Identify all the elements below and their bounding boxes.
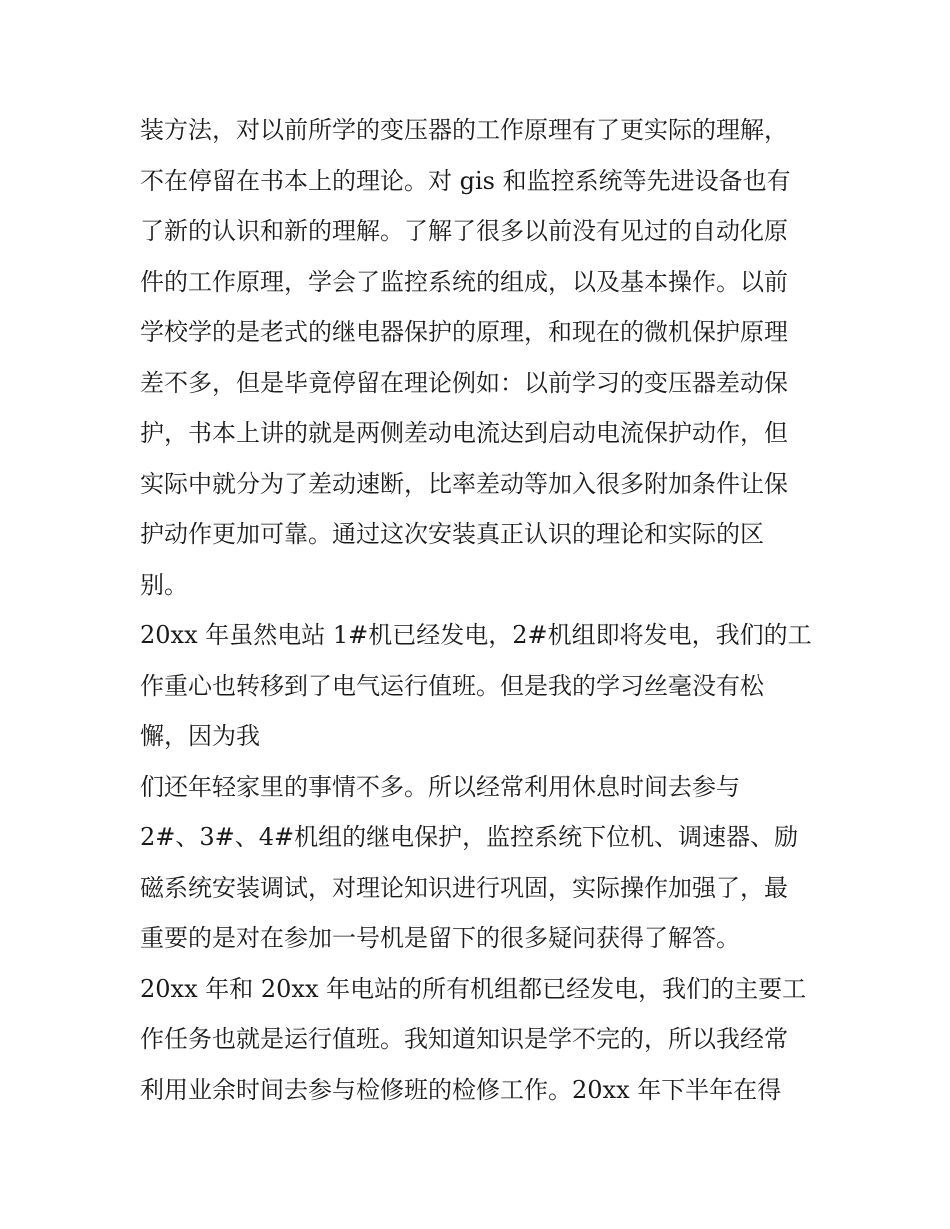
text-line: 磁系统安装调试，对理论知识进行巩固，实际操作加强了，最: [140, 873, 788, 902]
text-line: 了新的认识和新的理解。了解了很多以前没有见过的自动化原: [140, 217, 788, 245]
text-line: 利用业余时间去参与检修班的检修工作。20xx 年下半年在得: [140, 1075, 782, 1104]
text-line: 不在停留在书本上的理论。对 gis 和监控系统等先进设备也有: [140, 166, 791, 195]
text-line: 2#、3#、4#机组的继电保护，监控系统下位机、调速器、励: [140, 823, 799, 851]
text-line: 学校学的是老式的继电器保护的原理，和现在的微机保护原理: [140, 318, 788, 346]
text-line: 懈，因为我: [140, 722, 260, 750]
text-line: 20xx 年和 20xx 年电站的所有机组都已经发电，我们的主要工: [140, 974, 807, 1003]
text-line: 重要的是对在参加一号机是留下的很多疑问获得了解答。: [140, 924, 740, 952]
text-line: 作重心也转移到了电气运行值班。但是我的学习丝毫没有松: [140, 671, 764, 700]
text-line: 护，书本上讲的就是两侧差动电流达到启动电流保护动作，但: [140, 419, 788, 447]
text-line: 装方法，对以前所学的变压器的工作原理有了更实际的理解，: [140, 116, 788, 144]
text-line: 别。: [140, 570, 188, 599]
text-line: 件的工作原理，学会了监控系统的组成，以及基本操作。以前: [140, 267, 788, 296]
text-line: 们还年轻家里的事情不多。所以经常利用休息时间去参与: [140, 772, 740, 801]
text-line: 作任务也就是运行值班。我知道知识是学不完的，所以我经常: [140, 1025, 788, 1053]
text-line: 实际中就分为了差动速断，比率差动等加入很多附加条件让保: [140, 469, 788, 498]
text-line: 差不多，但是毕竟停留在理论例如：以前学习的变压器差动保: [140, 368, 788, 397]
text-line: 护动作更加可靠。通过这次安装真正认识的理论和实际的区: [140, 520, 764, 548]
body-text: [140, 105, 820, 1115]
text-line: 20xx 年虽然电站 1#机已经发电，2#机组即将发电，我们的工: [140, 621, 812, 649]
